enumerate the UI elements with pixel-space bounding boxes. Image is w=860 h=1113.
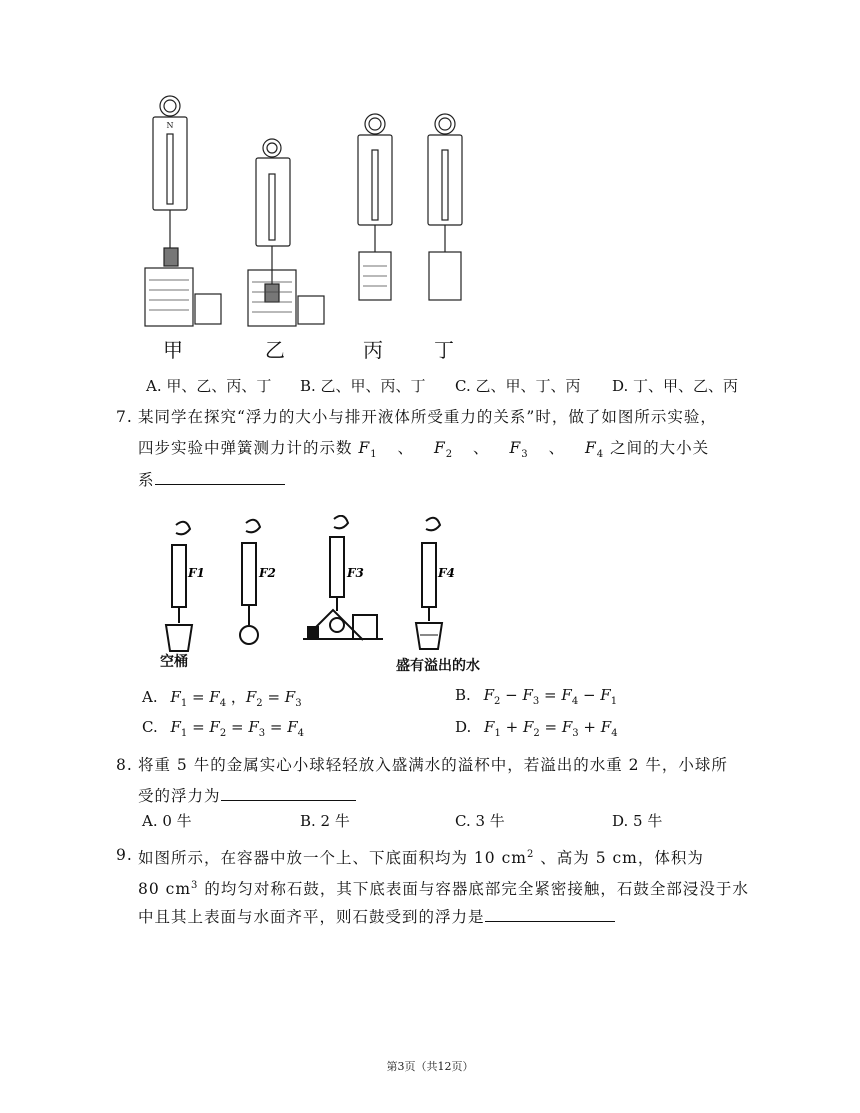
q8-option-d: D. 5 牛	[612, 812, 663, 830]
q7-sep1: 、	[397, 439, 415, 457]
q8-number: 8.	[116, 756, 133, 774]
fig-label-ding: 丁	[434, 338, 454, 362]
q7-option-c-letter: C.	[142, 718, 158, 736]
q9-line3	[138, 903, 615, 930]
q7-f1: $F_1$	[358, 439, 378, 461]
q9-line1a: 如图所示，在容器中放一个上、下底面积均为 10 cm	[138, 849, 527, 868]
q7-line2	[138, 435, 709, 468]
q9-line3-text: 中且其上表面与水面齐平，则石鼓受到的浮力是	[138, 908, 485, 926]
q9-line2b: 的均匀对称石鼓，其下底表面与容器底部完全紧密接触，石鼓全部浸没于水	[198, 880, 749, 899]
q6-option-d: D. 丁、甲、乙、丙	[612, 377, 739, 395]
q7-f3: $F_3$	[509, 439, 529, 461]
q6-option-b: B. 乙、甲、丙、丁	[300, 377, 426, 395]
fig7-label-overflow-water: 盛有溢出的水	[396, 658, 480, 674]
q7-option-c: C. $F_1 = F_2 = F_3 = F_4$	[142, 718, 305, 739]
fig-label-bing: 丙	[363, 338, 383, 362]
q7-f2: $F_2$	[433, 439, 454, 461]
q7-option-d-letter: D.	[455, 718, 472, 736]
q8-option-a: A. 0 牛	[142, 812, 192, 830]
q7-number: 7.	[116, 408, 133, 426]
fig7-f2-label: F2	[259, 566, 276, 580]
spring-scales-drawing	[135, 90, 465, 360]
q7-option-a: A. $F_1 = F_4$ ，$F_2 = F_3$	[142, 688, 302, 709]
q7-line2a: 四步实验中弹簧测力计的示数	[138, 439, 359, 457]
q9-line1b: 、高为 5 cm，体积为	[534, 849, 704, 868]
q7-line3-text: 系	[138, 471, 155, 489]
q8-line2	[138, 782, 356, 809]
q9-line1	[138, 842, 704, 871]
q9-number: 9.	[116, 846, 133, 864]
q7-line3	[138, 466, 285, 493]
scale-unit-label: N	[166, 121, 174, 130]
q9-answer-blank[interactable]	[485, 903, 615, 922]
fig-label-jia: 甲	[163, 338, 183, 362]
q7-option-b: B. $F_2 - F_3 = F_4 - F_1$	[455, 686, 618, 707]
fig7-f3-label: F3	[347, 566, 364, 580]
q9-line2a: 80 cm	[138, 880, 192, 899]
q7-sep3: 、	[548, 439, 566, 457]
q9-sup-3: 3	[191, 880, 199, 891]
q8-line1: 将重 5 牛的金属实心小球轻轻放入盛满水的溢杯中，若溢出的水重 2 牛，小球所	[138, 756, 728, 774]
q9-line2	[138, 873, 749, 902]
q8-option-c: C. 3 牛	[455, 812, 505, 830]
fig-label-yi: 乙	[265, 338, 285, 362]
q7-sep2: 、	[473, 439, 490, 457]
q7-option-b-letter: B.	[455, 686, 471, 704]
fig7-f4-label: F4	[438, 566, 455, 580]
q7-answer-blank[interactable]	[155, 466, 285, 485]
fig7-label-empty-bucket: 空桶	[160, 654, 188, 670]
fig7-f1-label: F1	[188, 566, 205, 580]
q8-answer-blank[interactable]	[221, 782, 356, 801]
q8-line2-text: 受的浮力为	[138, 787, 221, 805]
q7-line1: 某同学在探究“浮力的大小与排开液体所受重力的关系”时，做了如图所示实验，	[138, 408, 717, 426]
figure-spring-scales	[135, 90, 465, 360]
q7-option-d: D. $F_1 + F_2 = F_3 + F_4$	[455, 718, 618, 739]
page-footer: 第3页（共12页）	[386, 1060, 474, 1073]
q7-line2b: 之间的大小关	[610, 439, 710, 457]
q8-option-b: B. 2 牛	[300, 812, 350, 830]
q6-option-a: A. 甲、乙、丙、丁	[146, 377, 272, 395]
q7-f4: $F_4$	[585, 439, 605, 461]
q7-option-a-letter: A.	[142, 688, 158, 706]
q6-option-c: C. 乙、甲、丁、丙	[455, 377, 581, 395]
q9-sup-2: 2	[526, 849, 535, 860]
